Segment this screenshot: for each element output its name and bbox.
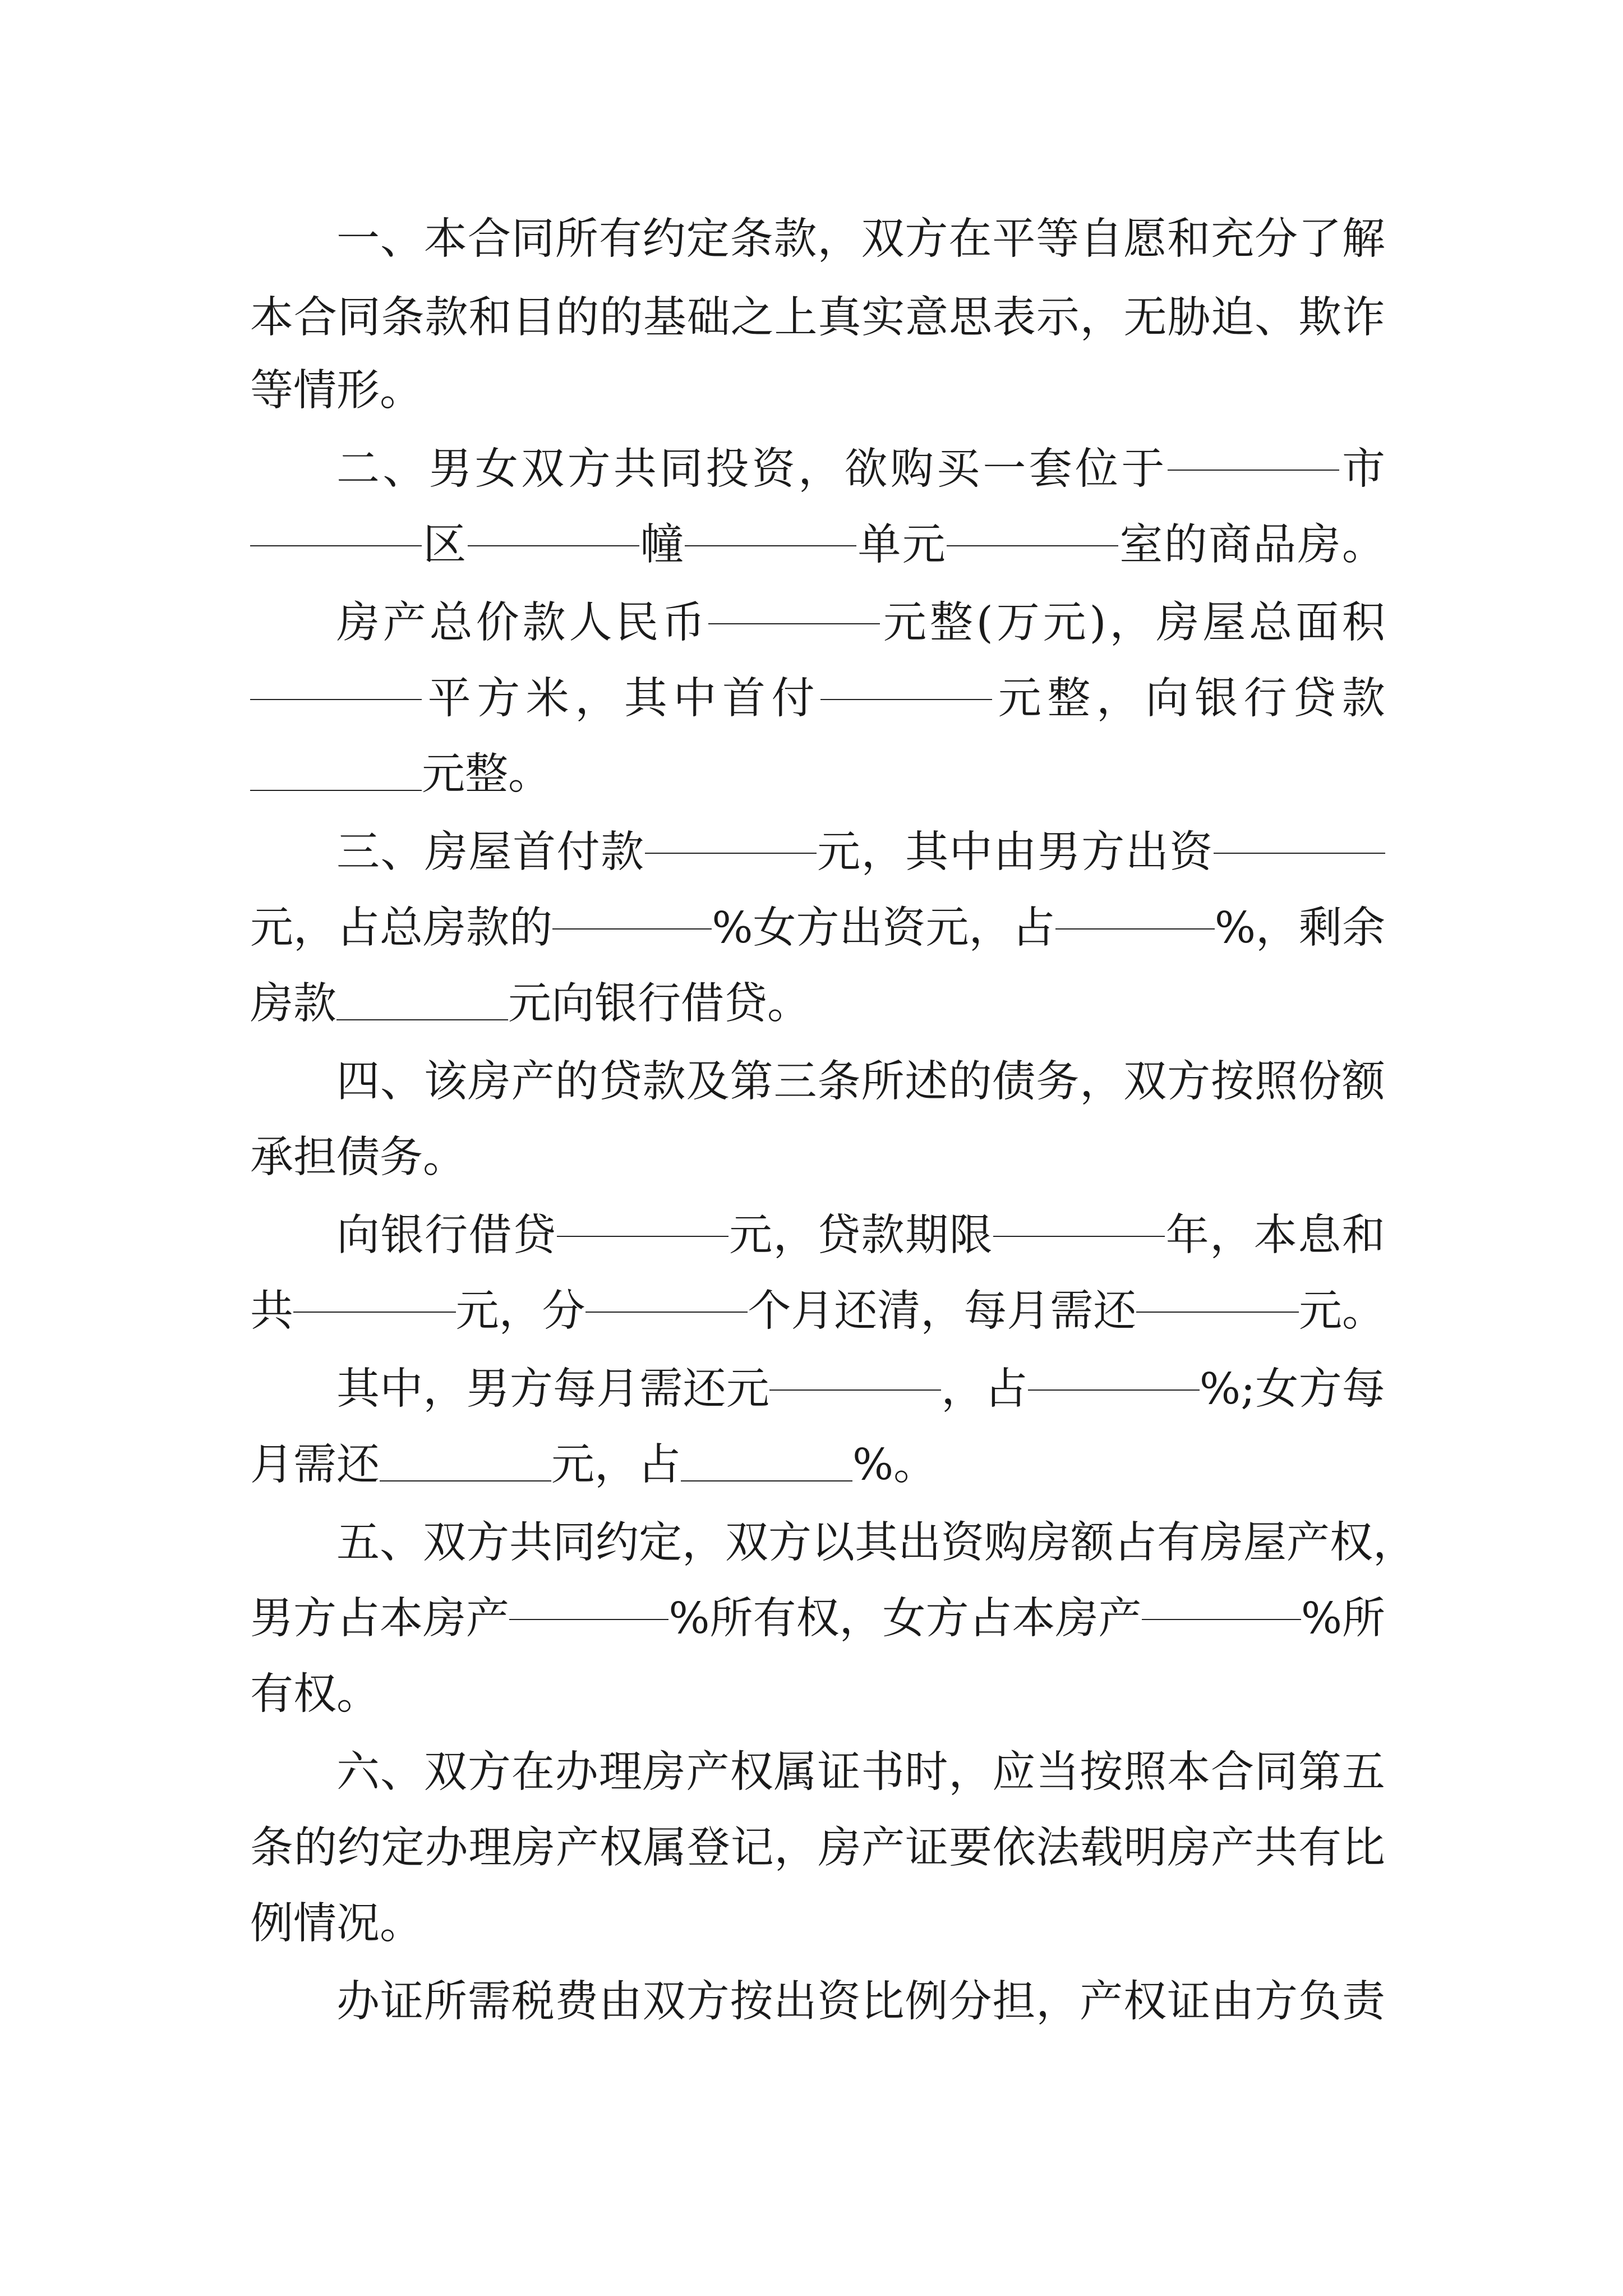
- text-line: 办 证 所 需 税 费 由 双 方 按 出 资 比 例 分 担 ， 产 权 证 由 方 负 责: [336, 1977, 1385, 2027]
- fill-in-blank[interactable]: [557, 1235, 728, 1237]
- fill-in-blank[interactable]: [250, 698, 422, 700]
- fill-in-blank[interactable]: [585, 1310, 748, 1313]
- line-text: 等情形。: [250, 366, 423, 416]
- fill-in-blank[interactable]: [1028, 1388, 1200, 1391]
- fill-in-blank[interactable]: [947, 544, 1118, 546]
- text-line: 元 ， 占 总 房 款 的 % 女 方 出 资 元 ， 占 % ， 剩 余: [250, 903, 1385, 953]
- fill-in-blank[interactable]: [1055, 927, 1215, 930]
- text-line: 区 幢 单 元 室 的 商 品 房 。: [250, 509, 1385, 582]
- fill-in-blank[interactable]: [250, 789, 422, 791]
- fill-in-blank[interactable]: [1168, 468, 1339, 471]
- fill-in-blank[interactable]: [681, 1479, 852, 1481]
- text-line: 房 产 总 价 款 人 民 币 元 整 ( 万 元 ) ， 房 屋 总 面 积: [336, 598, 1385, 648]
- fill-in-blank[interactable]: [1136, 1310, 1299, 1313]
- fill-in-blank[interactable]: [336, 1018, 508, 1020]
- text-line: [250, 1888, 1385, 1961]
- fill-in-blank[interactable]: [250, 544, 422, 546]
- line-text: %。: [852, 1440, 937, 1490]
- fill-in-blank[interactable]: [1142, 1618, 1301, 1620]
- text-line: 平 方 米 ， 其 中 首 付 元 整 ， 向 银 行 贷 款: [250, 662, 1385, 735]
- fill-in-blank[interactable]: [993, 1235, 1165, 1237]
- text-line: 二 、 男 女 双 方 共 同 投 资 ， 欲 购 买 一 套 位 于 市: [336, 444, 1385, 494]
- text-line: 条 的 约 定 办 理 房 产 权 属 登 记 ， 房 产 证 要 依 法 载 明 房 产 共 有 比: [250, 1823, 1385, 1873]
- text-line: 五 、 双 方 共 同 约 定 ， 双 方 以 其 出 资 购 房 额 占 有 房 屋 产 权 ，: [336, 1518, 1416, 1568]
- line-text: 房款: [250, 979, 336, 1029]
- fill-in-blank[interactable]: [1214, 852, 1385, 854]
- fill-in-blank[interactable]: [645, 852, 817, 854]
- text-line: 一 、 本 合 同 所 有 约 定 条 款 ， 双 方 在 平 等 自 愿 和 充 分 了 解: [336, 214, 1385, 264]
- fill-in-blank[interactable]: [468, 544, 639, 546]
- text-line: [250, 1658, 1385, 1731]
- line-text: 承担债务。: [250, 1133, 466, 1182]
- text-line: [250, 968, 1385, 1041]
- text-line: 六 、 双 方 在 办 理 房 产 权 属 证 书 时 ， 应 当 按 照 本 合 同 第 五: [336, 1747, 1385, 1797]
- text-line: [250, 355, 1385, 427]
- line-text: 例情况。: [250, 1899, 423, 1949]
- text-line: 共 元 ， 分 个 月 还 清 ， 每 月 需 还 元 。: [250, 1286, 1386, 1336]
- text-line: [250, 738, 1385, 811]
- text-line: 三 、 房 屋 首 付 款 元 ， 其 中 由 男 方 出 资: [336, 816, 1385, 889]
- fill-in-blank[interactable]: [380, 1479, 551, 1481]
- fill-in-blank[interactable]: [293, 1310, 456, 1313]
- text-line: 四 、 该 房 产 的 贷 款 及 第 三 条 所 述 的 债 务 ， 双 方 按 照 份 额: [336, 1057, 1385, 1107]
- fill-in-blank[interactable]: [685, 544, 856, 546]
- line-text: 月需还: [250, 1440, 380, 1490]
- text-line: 本 合 同 条 款 和 目 的 的 基 础 之 上 真 实 意 思 表 示 ， 无 胁 迫 、 欺 诈: [250, 293, 1385, 343]
- text-line: 向 银 行 借 贷 元 ， 贷 款 期 限 年 ， 本 息 和: [336, 1211, 1385, 1260]
- text-line: 男 方 占 本 房 产 % 所 有 权 ， 女 方 占 本 房 产 % 所: [250, 1594, 1385, 1644]
- line-text: 有权。: [250, 1669, 380, 1719]
- fill-in-blank[interactable]: [509, 1618, 668, 1620]
- line-text: 元，占: [551, 1440, 681, 1490]
- line-text: 元整。: [422, 749, 551, 799]
- fill-in-blank[interactable]: [708, 622, 880, 624]
- text-line: 其 中 ， 男 方 每 月 需 还 元 ， 占 % ; 女 方 每: [336, 1364, 1385, 1414]
- fill-in-blank[interactable]: [820, 698, 992, 700]
- text-line: [250, 1429, 1385, 1502]
- fill-in-blank[interactable]: [769, 1388, 941, 1391]
- fill-in-blank[interactable]: [552, 927, 712, 930]
- text-line: [250, 1121, 1385, 1194]
- line-text: 元向银行借贷。: [508, 979, 810, 1029]
